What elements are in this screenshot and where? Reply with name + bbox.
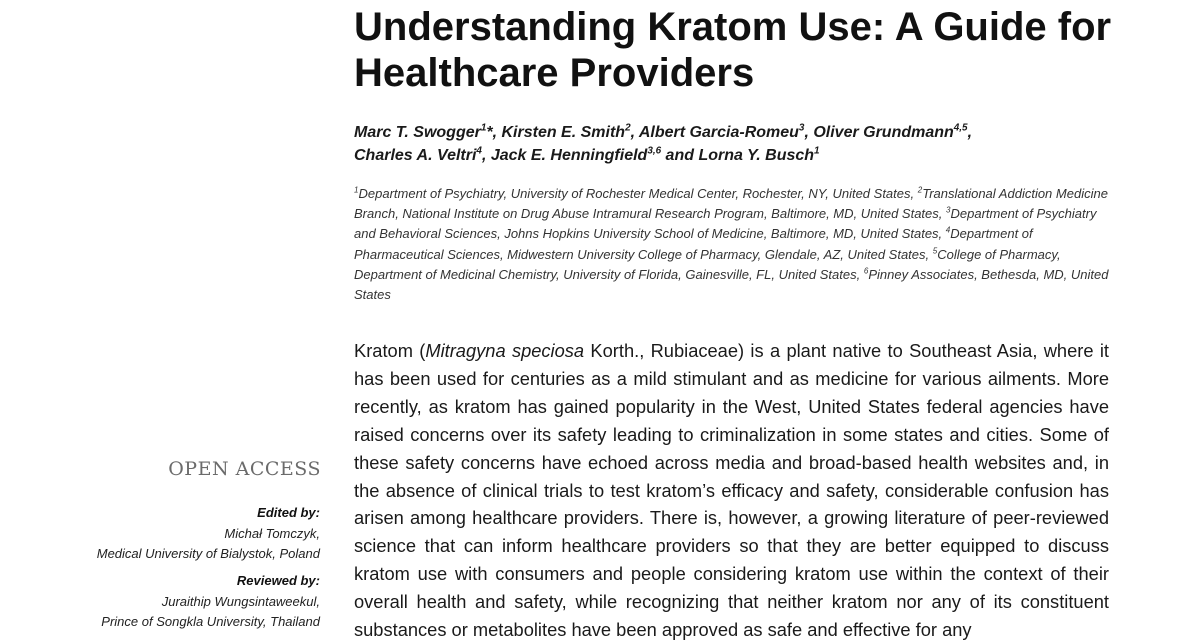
- author-affiliation-marker: 4,5: [953, 122, 968, 134]
- abstract-post: Korth., Rubiaceae) is a plant native to Southeast Asia, where it has been used for centuries as a mild stimulant and as medicine for various ailments. More recently, as kratom has gained popularity in the West, United States federal agencies have raised concerns over its safety leading to criminalization in some states and cities. Some of these safety concerns have echoed across media and broad-based health websites and, in the absence of clinical trials to test kratom’s efficacy and safety, considerable confusion has arisen among healthcare providers. There is, however, a growing literature of peer-reviewed science that can inform healthcare providers so that they are better equipped to discuss kratom use with consumers and people considering kratom use within the context of their overall health and safety, while recognizing that neither kratom nor any of its constituent substances or metabolites have been approved as safe and effective for any: [354, 340, 1109, 641]
- affiliation-text: Translational Addiction Medicine Branch, National Institute on Drug Abuse Intramural Research Program, Baltimore, MD, United States,: [354, 186, 1108, 222]
- affiliation-text: Department of Pharmaceutical Sciences, Midwestern University College of Pharmacy, Glendale, AZ, United States,: [354, 226, 1033, 262]
- author-name: Marc T. Swogger: [354, 124, 481, 141]
- reviewer-affiliation: Prince of Songkla University, Thailand: [101, 614, 320, 629]
- author-name: Oliver Grundmann: [813, 124, 954, 141]
- affiliation-text: Pinney Associates, Bethesda, MD, United States: [354, 266, 1109, 303]
- corresponding-author-mark: *: [486, 124, 493, 141]
- editors-block: [97, 503, 320, 565]
- affiliation-marker: 5: [932, 246, 938, 256]
- author-affiliation-marker: 2: [625, 122, 631, 134]
- open-access-label: OPEN ACCESS: [168, 458, 321, 480]
- author-affiliation-marker: 1: [480, 122, 487, 134]
- author-name: Jack E. Henningfield: [490, 147, 648, 164]
- reviewer-name: Juraithip Wungsintaweekul,: [161, 593, 320, 609]
- author-name: Charles A. Veltri: [354, 147, 477, 164]
- author-name: Kirsten E. Smith: [501, 124, 626, 141]
- editor-name: Michał Tomczyk,: [224, 525, 320, 541]
- affiliation-text: Department of Psychiatry and Behavioral Sciences, Johns Hopkins University School of Medicine, Baltimore, MD, United States,: [354, 206, 1097, 242]
- author-name: Lorna Y. Busch: [698, 147, 815, 164]
- author-list: Marc T. Swogger$^1$*, Kirsten E. Smith$^2$, Albert Garcia-Romeu$^3$, Oliver Grundmann$^{4,5}$, Charles A. Veltri$^4$, Jack E. Henningfield$^{3,6}$ and Lorna Y. Busch$^1$: [354, 122, 973, 164]
- abstract-species-name: Mitragyna speciosa: [425, 340, 585, 361]
- affiliation-marker: 2: [917, 185, 923, 195]
- affiliation-marker: 4: [945, 226, 951, 236]
- affiliations: [354, 184, 1114, 305]
- affiliation-text: College of Pharmacy, Department of Medicinal Chemistry, University of Florida, Gainesville, FL, United States,: [354, 246, 1061, 282]
- affiliation-marker: 3: [946, 205, 951, 215]
- article-title: Understanding Kratom Use: A Guide for Healthcare Providers: [354, 5, 1112, 95]
- affiliation-text: Department of Psychiatry, University of Rochester Medical Center, Rochester, NY, United States,: [358, 186, 918, 201]
- author-affiliation-marker: 3: [798, 122, 805, 134]
- affiliation-marker: 6: [863, 266, 869, 276]
- reviewed-by-label: Reviewed by:: [236, 573, 320, 588]
- affiliation-marker: 1: [354, 185, 359, 195]
- reviewers-block: [101, 571, 320, 633]
- edited-by-label: Edited by:: [257, 505, 320, 520]
- author-name: Albert Garcia-Romeu: [638, 124, 799, 141]
- abstract-pre: Kratom (: [354, 340, 426, 361]
- editor-affiliation: Medical University of Bialystok, Poland: [96, 546, 320, 561]
- author-affiliation-marker: 4: [476, 145, 482, 157]
- author-affiliation-marker: 3,6: [647, 145, 662, 157]
- author-affiliation-marker: 1: [814, 145, 820, 157]
- abstract-text: [354, 337, 1109, 644]
